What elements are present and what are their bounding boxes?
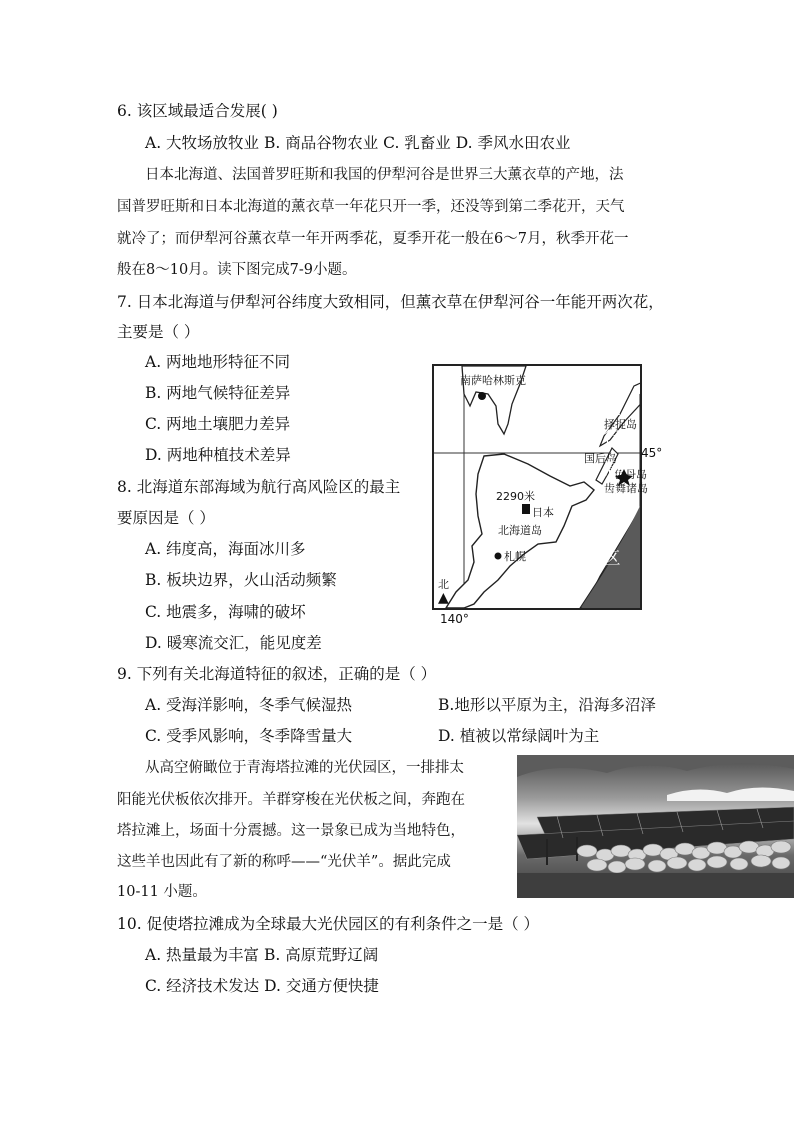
danger-zone-char: 航 xyxy=(603,399,621,419)
label-latitude-45: 45° xyxy=(641,446,663,460)
passage-line: 就冷了；而伊犁河谷薰衣草一年开两季花，夏季开花一般在6～7月，秋季开花一 xyxy=(117,231,629,247)
q9-option-c: C. 受季风影响，冬季降雪量大 xyxy=(145,727,353,745)
passage-line: 10-11 小题。 xyxy=(117,884,207,900)
passage-line: 般在8～10月。读下图完成7-9小题。 xyxy=(117,262,357,278)
north-arrow-icon: ▲ xyxy=(438,590,449,606)
q7-option-b: B. 两地气候特征差异 xyxy=(145,384,291,402)
passage-line: 日本北海道、法国普罗旺斯和我国的伊犁河谷是世界三大薰衣草的产地，法 xyxy=(145,167,624,183)
q8-option-a: A. 纬度高，海面冰川多 xyxy=(145,540,306,558)
danger-zone-label xyxy=(584,394,640,574)
q10-stem: 10. 促使塔拉滩成为全球最大光伏园区的有利条件之一是（ ） xyxy=(117,915,540,933)
q7-option-a: A. 两地地形特征不同 xyxy=(145,353,291,371)
q9-stem: 9. 下列有关北海道特征的叙述，正确的是（ ） xyxy=(117,665,437,683)
label-yuzhno-sakhalinsk: 南萨哈林斯克 xyxy=(460,374,526,387)
q6-options: A. 大牧场放牧业 B. 商品谷物农业 C. 乳畜业 D. 季风水田农业 xyxy=(145,134,571,152)
north-arrow-label: 北 xyxy=(438,578,449,591)
label-etorofu: 择捉岛 xyxy=(604,418,637,431)
label-kunashiri: 国后岛 xyxy=(584,452,617,465)
label-hokkaido: 北海道岛 xyxy=(498,524,542,537)
q10-options-row1: A. 热量最为丰富 B. 高原荒野辽阔 xyxy=(145,946,379,964)
q9-option-b: B.地形以平原为主，沿海多沼泽 xyxy=(438,696,656,714)
q10-options-row2: C. 经济技术发达 D. 交通方便快捷 xyxy=(145,977,379,995)
q9-option-d: D. 植被以常绿阔叶为主 xyxy=(438,727,600,745)
label-peak-elevation: 2290米 xyxy=(496,490,535,503)
danger-zone-char: 风 xyxy=(603,489,621,509)
photo-illustration xyxy=(517,755,794,898)
danger-zone-char: 险 xyxy=(603,519,621,539)
passage-line: 从高空俯瞰位于青海塔拉滩的光伏园区，一排排太 xyxy=(145,760,464,776)
q8-option-c: C. 地震多，海啸的破坏 xyxy=(145,603,306,621)
label-longitude-140: 140° xyxy=(440,612,469,626)
q7-stem-cont: 主要是（ ） xyxy=(117,323,200,341)
q6-stem: 6. 该区域最适合发展( ) xyxy=(117,102,278,120)
q8-option-d: D. 暖寒流交汇，能见度差 xyxy=(145,634,322,652)
passage-line: 这些羊也因此有了新的称呼——“光伏羊”。据此完成 xyxy=(117,854,451,870)
label-shikotan: 色丹岛 xyxy=(614,468,647,481)
q7-stem: 7. 日本北海道与伊犁河谷纬度大致相同，但薰衣草在伊犁河谷一年能开两次花， xyxy=(117,293,664,311)
solar-sheep-photo xyxy=(517,755,794,898)
danger-zone-char: 行 xyxy=(603,429,621,449)
q9-option-a: A. 受海洋影响，冬季气候湿热 xyxy=(145,696,353,714)
label-sapporo: 札幌 xyxy=(504,550,526,563)
q7-option-c: C. 两地土壤肥力差异 xyxy=(145,415,291,433)
hokkaido-map xyxy=(432,364,648,610)
q8-stem-cont: 要原因是（ ） xyxy=(117,509,215,527)
passage-line: 国普罗旺斯和日本北海道的薰衣草一年花只开一季，还没等到第二季花开，天气 xyxy=(117,199,625,215)
q8-stem: 8. 北海道东部海域为航行高风险区的最主 xyxy=(117,478,401,496)
danger-zone-char: 区 xyxy=(603,549,621,569)
q8-option-b: B. 板块边界，火山活动频繁 xyxy=(145,571,337,589)
danger-zone-char: 高 xyxy=(603,459,621,479)
label-japan: 日本 xyxy=(532,506,554,519)
q7-option-d: D. 两地种植技术差异 xyxy=(145,446,291,464)
label-habomai: 齿舞诸岛 xyxy=(604,482,648,495)
passage-line: 阳能光伏板依次排开。羊群穿梭在光伏板之间，奔跑在 xyxy=(117,792,465,808)
passage-line: 塔拉滩上，场面十分震撼。这一景象已成为当地特色， xyxy=(117,823,465,839)
